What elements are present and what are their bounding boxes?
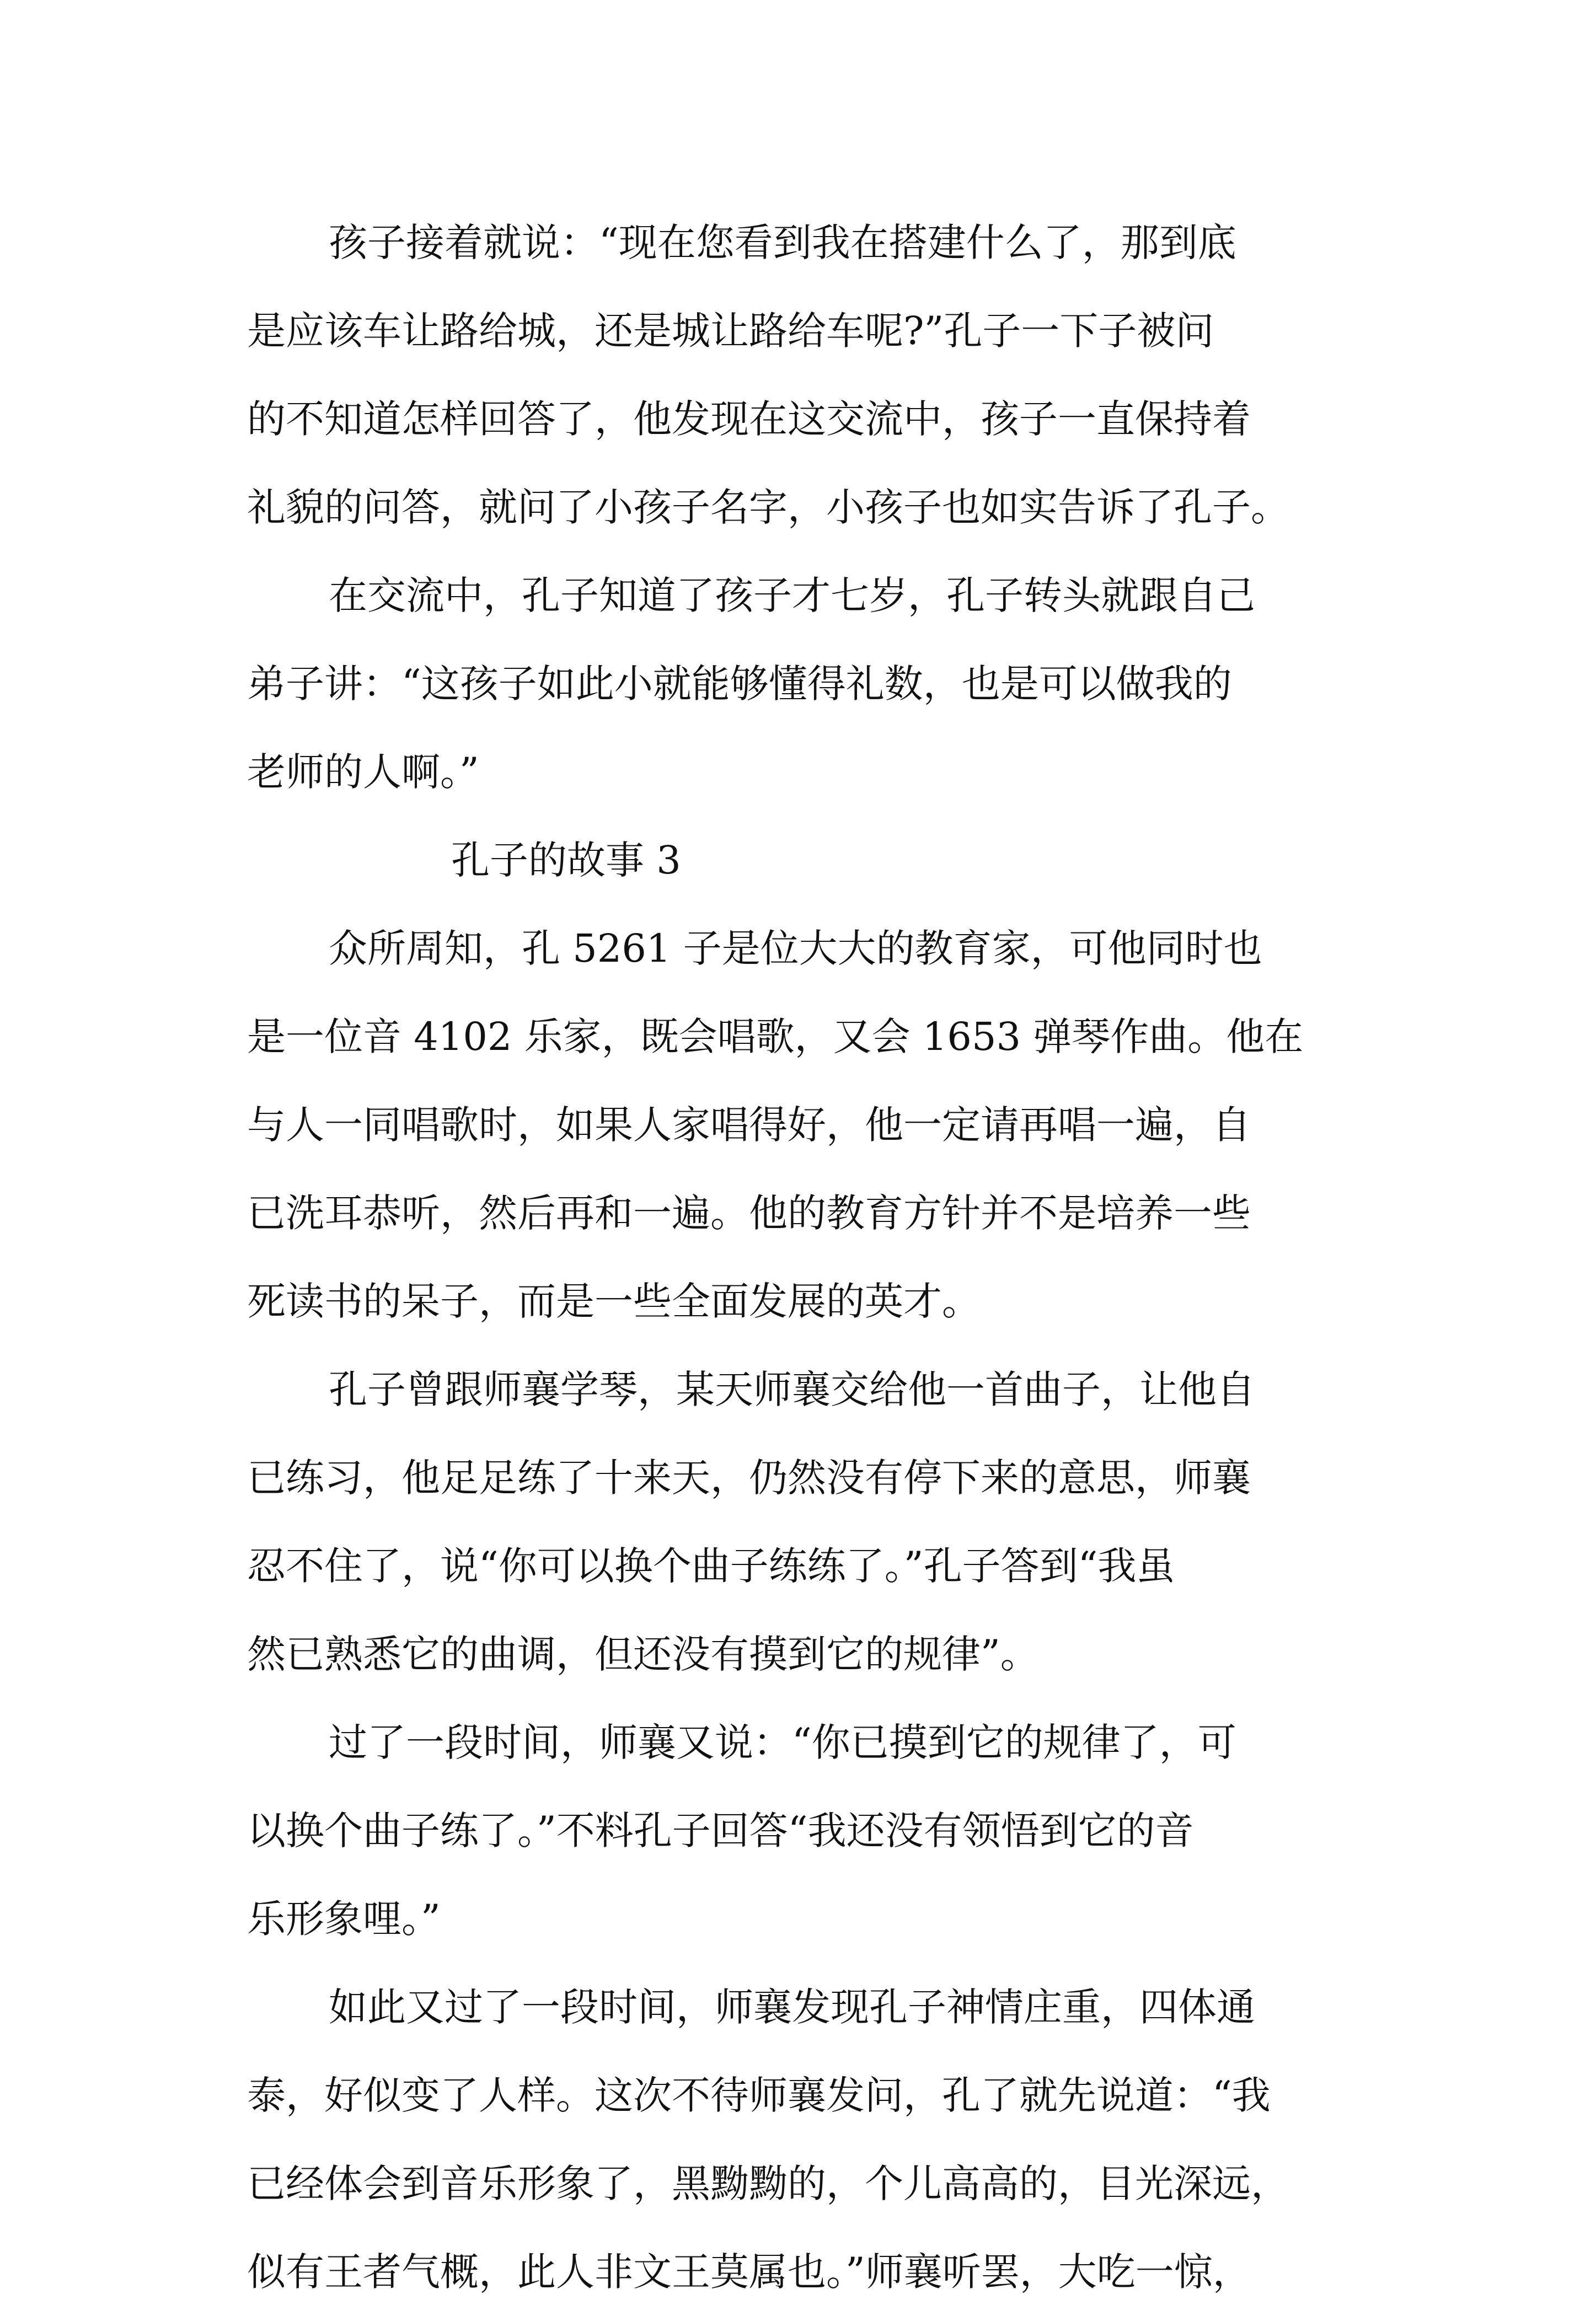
paragraph-line: 礼貌的问答，就问了小孩子名字，小孩子也如实告诉了孔子。 bbox=[247, 485, 1289, 530]
paragraph-line: 与人一同唱歌时，如果人家唱得好，他一定请再唱一遍，自 bbox=[247, 1102, 1251, 1148]
paragraph-line: 如此又过了一段时间，师襄发现孔子神情庄重，四体通 bbox=[329, 1985, 1255, 2030]
paragraph-line: 似有王者气概，此人非文王莫属也。”师襄听罢，大吃一惊， bbox=[247, 2249, 1251, 2294]
paragraph-line: 的不知道怎样回答了，他发现在这交流中，孩子一直保持着 bbox=[247, 396, 1251, 442]
paragraph-line: 以换个曲子练了。”不料孔子回答“我还没有领悟到它的音 bbox=[247, 1808, 1194, 1853]
paragraph-line: 弟子讲：“这孩子如此小就能够懂得礼数，也是可以做我的 bbox=[247, 661, 1232, 706]
paragraph-line: 已练习，他足足练了十来天，仍然没有停下来的意思，师襄 bbox=[247, 1455, 1251, 1500]
section-heading: 孔子的故事 3 bbox=[451, 838, 681, 883]
paragraph-line: 孩子接着就说：“现在您看到我在搭建什么了，那到底 bbox=[329, 220, 1236, 265]
paragraph-line: 在交流中，孔子知道了孩子才七岁，孔子转头就跟自己 bbox=[329, 573, 1255, 618]
paragraph-line: 泰，好似变了人样。这次不待师襄发问，孔了就先说道：“我 bbox=[247, 2073, 1271, 2118]
paragraph-line: 忍不住了，说“你可以换个曲子练练了。”孔子答到“我虽 bbox=[247, 1543, 1175, 1589]
paragraph-line: 众所周知，孔 5261 子是位大大的教育家，可他同时也 bbox=[329, 926, 1262, 971]
paragraph-line: 是应该车让路给城，还是城让路给车呢?”孔子一下子被问 bbox=[247, 308, 1214, 353]
document-body bbox=[247, 199, 1372, 2316]
paragraph-line: 老师的人啊。” bbox=[247, 749, 479, 795]
paragraph-line: 过了一段时间，师襄又说：“你已摸到它的规律了，可 bbox=[329, 1720, 1236, 1765]
paragraph-line: 已经体会到音乐形象了，黑黝黝的，个儿高高的，目光深远， bbox=[247, 2161, 1289, 2206]
paragraph-line: 已洗耳恭听，然后再和一遍。他的教育方针并不是培养一些 bbox=[247, 1191, 1251, 1236]
paragraph-line: 乐形象哩。” bbox=[247, 1896, 441, 1942]
paragraph-line: 死读书的呆子，而是一些全面发展的英才。 bbox=[247, 1279, 981, 1324]
paragraph-line: 然已熟悉它的曲调，但还没有摸到它的规律”。 bbox=[247, 1632, 1039, 1677]
paragraph-line: 是一位音 4102 乐家，既会唱歌，又会 1653 弹琴作曲。他在 bbox=[247, 1014, 1304, 1059]
paragraph-line: 孔子曾跟师襄学琴，某天师襄交给他一首曲子，让他自 bbox=[329, 1367, 1255, 1412]
